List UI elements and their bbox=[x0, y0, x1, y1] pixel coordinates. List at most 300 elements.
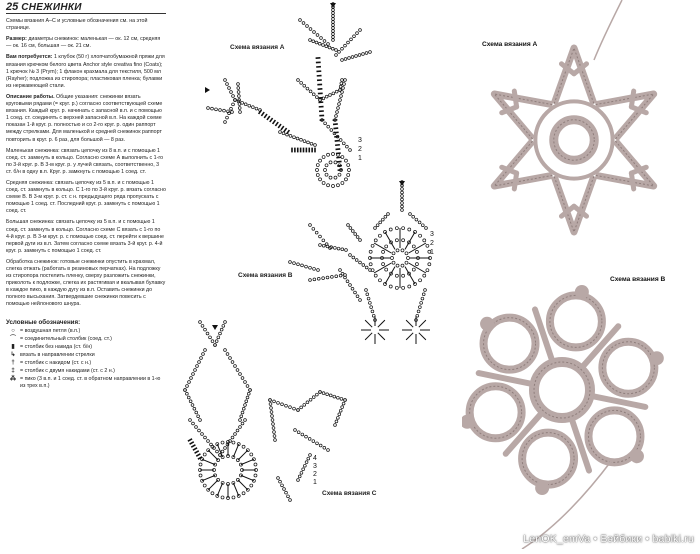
chain-stitch bbox=[285, 404, 288, 407]
chain-stitch bbox=[402, 239, 405, 242]
double-crochet bbox=[378, 320, 385, 327]
chain-stitch bbox=[381, 218, 384, 221]
chain-stitch bbox=[356, 236, 359, 239]
chain-stitch bbox=[201, 324, 204, 327]
chain-stitch bbox=[204, 328, 207, 331]
chain-stitch bbox=[193, 407, 196, 410]
chain-stitch bbox=[341, 156, 344, 159]
row-number: 2 bbox=[313, 471, 317, 478]
chain-stitch bbox=[336, 416, 339, 419]
chain-stitch bbox=[312, 93, 315, 96]
chain-stitch bbox=[402, 274, 405, 277]
chain-stitch bbox=[189, 419, 192, 422]
chain-stitch bbox=[239, 426, 242, 429]
chain-stitch bbox=[325, 173, 328, 176]
chain-stitch bbox=[351, 230, 354, 233]
chain-stitch bbox=[197, 415, 200, 418]
chain-stitch bbox=[223, 109, 226, 112]
size-label: Размер: bbox=[6, 36, 27, 42]
chain-stitch bbox=[239, 419, 242, 422]
chain-stitch bbox=[271, 419, 274, 422]
size-paragraph bbox=[6, 36, 166, 50]
chain-stitch bbox=[269, 399, 272, 402]
chain-stitch bbox=[244, 404, 247, 407]
chain-stitch bbox=[315, 41, 318, 44]
chain-stitch bbox=[220, 328, 223, 331]
legend-symbol: ‡ bbox=[6, 368, 20, 375]
row-number: 4 bbox=[313, 455, 317, 462]
chain-stitch bbox=[369, 51, 372, 54]
chain-stitch bbox=[412, 268, 415, 271]
chain-stitch bbox=[327, 184, 330, 187]
chain-stitch bbox=[340, 397, 343, 400]
chain-stitch bbox=[231, 436, 234, 439]
single-crochet bbox=[267, 116, 270, 120]
large-snowflake-paragraph: Большая снежинка: связать цепочку из 5 в.п. и с помощью 1 соед. ст. замкнуть в кольцо. Согласно схеме С вязать с 1-го по 4-й круг. р. В 3-м круг. р. с помощью соед. ст. перейти к вершине первой дуги из в.п. Затем согласно схеме вязать 3-й круг. р. 4-й круг. р. замкнуть с помощью 1 соед. ст. bbox=[6, 219, 166, 254]
materials-paragraph bbox=[6, 54, 166, 89]
snowflake-picot bbox=[650, 351, 664, 365]
legend-row bbox=[6, 344, 166, 351]
chain-stitch bbox=[219, 332, 222, 335]
legend-symbol: ↳ bbox=[6, 352, 20, 359]
chain-stitch bbox=[316, 173, 319, 176]
chain-stitch bbox=[283, 488, 286, 491]
chain-stitch bbox=[229, 357, 232, 360]
row-number: 1 bbox=[313, 479, 317, 486]
chain-stitch bbox=[234, 99, 237, 102]
chain-stitch bbox=[316, 169, 319, 172]
chain-stitch bbox=[187, 396, 190, 399]
chain-stitch bbox=[402, 227, 405, 230]
single-crochet bbox=[275, 122, 278, 126]
chain-stitch bbox=[407, 257, 410, 260]
chain-stitch bbox=[415, 218, 418, 221]
chain-stitch bbox=[230, 91, 233, 94]
chain-stitch bbox=[211, 492, 214, 495]
single-crochet bbox=[284, 128, 287, 132]
chain-stitch bbox=[338, 413, 341, 416]
legend-row bbox=[6, 368, 166, 375]
chain-stitch bbox=[226, 116, 229, 119]
chain-stitch bbox=[401, 195, 404, 198]
chain-stitch bbox=[237, 87, 240, 90]
single-crochet bbox=[264, 114, 267, 118]
chain-stitch bbox=[239, 111, 242, 114]
work-paragraph bbox=[6, 94, 166, 144]
chain-stitch bbox=[273, 400, 276, 403]
double-crochet bbox=[406, 333, 413, 340]
chain-stitch bbox=[279, 480, 282, 483]
chain-stitch bbox=[216, 450, 219, 453]
chain-stitch bbox=[313, 267, 316, 270]
chain-stitch bbox=[226, 353, 229, 356]
chain-stitch bbox=[303, 140, 306, 143]
chain-stitch bbox=[401, 205, 404, 208]
chain-stitch bbox=[221, 496, 224, 499]
chain-stitch bbox=[374, 227, 377, 230]
chain-stitch bbox=[224, 349, 227, 352]
chain-stitch bbox=[237, 83, 240, 86]
chain-stitch bbox=[349, 227, 352, 230]
chain-stitch bbox=[335, 115, 338, 118]
single-crochet bbox=[191, 445, 195, 447]
chain-stitch bbox=[332, 21, 335, 24]
scheme-b-label: Схема вязания В bbox=[238, 272, 293, 279]
chain-stitch bbox=[309, 266, 312, 269]
legend-symbol: ○ bbox=[6, 328, 20, 335]
chain-stitch bbox=[337, 247, 340, 250]
chain-stitch bbox=[387, 213, 390, 216]
chain-stitch bbox=[332, 24, 335, 27]
chain-stitch bbox=[409, 213, 412, 216]
chain-stitch bbox=[348, 169, 351, 172]
chain-stitch bbox=[376, 224, 379, 227]
chain-stitch bbox=[281, 403, 284, 406]
chain-stitch bbox=[422, 293, 425, 296]
chain-stitch bbox=[366, 293, 369, 296]
chain-stitch bbox=[347, 164, 350, 167]
chain-stitch bbox=[207, 107, 210, 110]
chain-stitch bbox=[346, 280, 349, 283]
chain-stitch bbox=[401, 188, 404, 191]
chain-stitch bbox=[322, 239, 325, 242]
chain-stitch bbox=[315, 393, 318, 396]
chain-stitch bbox=[405, 261, 408, 264]
chain-stitch bbox=[332, 15, 335, 18]
chain-stitch bbox=[332, 92, 335, 95]
chain-stitch bbox=[401, 249, 404, 252]
chain-stitch bbox=[395, 274, 398, 277]
single-crochet bbox=[278, 124, 281, 128]
chain-stitch bbox=[391, 257, 394, 260]
snowflake-branch bbox=[514, 173, 516, 189]
page-title: СНЕЖИНКИ bbox=[21, 4, 82, 11]
double-crochet bbox=[405, 232, 415, 249]
chain-stitch bbox=[272, 427, 275, 430]
chain-stitch bbox=[322, 44, 325, 47]
chain-stitch bbox=[332, 30, 335, 33]
chain-stitch bbox=[349, 284, 352, 287]
chain-stitch bbox=[385, 268, 388, 271]
chain-stitch bbox=[425, 227, 428, 230]
chain-stitch bbox=[370, 306, 373, 309]
chain-stitch bbox=[374, 239, 377, 242]
medium-snowflake-paragraph: Средняя снежинка: связать цепочку из 5 в.п. и с помощью 1 соед. ст. замкнуть в кольцо. С 1-го по 3-й круг. р. вязать согласно схеме В. В 3-м круг. р. ст. с н. предыдущего ряда пропускать с помощью 1 соед. ст. Последний круг. р. замкнуть с помощью 1 соед. ст. bbox=[6, 180, 166, 215]
snowflake-center-texture bbox=[534, 362, 590, 418]
chain-stitch bbox=[319, 235, 322, 238]
chain-stitch bbox=[339, 274, 342, 277]
snowflake-spoke bbox=[479, 373, 533, 384]
chain-stitch bbox=[224, 447, 227, 450]
chain-stitch bbox=[367, 297, 370, 300]
chain-stitch bbox=[335, 90, 338, 93]
chain-stitch bbox=[231, 361, 234, 364]
chain-stitch bbox=[198, 429, 201, 432]
chain-stitch bbox=[238, 107, 241, 110]
chain-stitch bbox=[378, 279, 381, 282]
chain-stitch bbox=[244, 419, 247, 422]
snowflake-branch bbox=[631, 91, 633, 107]
legend-row bbox=[6, 328, 166, 335]
legend-text: = воздушная петля (в.п.) bbox=[20, 328, 166, 335]
chain-stitch bbox=[349, 254, 352, 257]
row-number: 3 bbox=[313, 463, 317, 470]
single-crochet bbox=[193, 448, 197, 450]
chain-stitch bbox=[192, 422, 195, 425]
chain-stitch bbox=[244, 381, 247, 384]
chain-stitch bbox=[341, 91, 344, 94]
work-label: Описание работы. bbox=[6, 94, 55, 100]
chain-stitch bbox=[312, 396, 315, 399]
chain-stitch bbox=[322, 277, 325, 280]
chain-stitch bbox=[297, 479, 300, 482]
legend-row bbox=[6, 376, 166, 390]
chain-stitch bbox=[344, 79, 347, 82]
chain-stitch bbox=[305, 435, 308, 438]
chain-stitch bbox=[326, 393, 329, 396]
chain-stitch bbox=[301, 264, 304, 267]
size-text: диаметры снежинок: маленькая — ок. 12 см, средняя — ок. 16 см, большая — ок. 21 см. bbox=[6, 36, 160, 49]
chain-stitch bbox=[327, 153, 330, 156]
chain-stitch bbox=[334, 424, 337, 427]
chain-stitch bbox=[389, 285, 392, 288]
legend-list bbox=[6, 328, 166, 391]
chain-stitch bbox=[201, 433, 204, 436]
chain-stitch bbox=[316, 442, 319, 445]
chain-stitch bbox=[351, 56, 354, 59]
chain-stitch bbox=[195, 411, 198, 414]
chain-stitch bbox=[319, 159, 322, 162]
chain-stitch bbox=[189, 400, 192, 403]
chain-stitch bbox=[341, 79, 344, 82]
chain-stitch bbox=[305, 265, 308, 268]
photo-a-label: Схема вязания А bbox=[480, 40, 539, 49]
chain-stitch bbox=[203, 484, 206, 487]
snowflake-inner-ring bbox=[535, 101, 612, 178]
chain-stitch bbox=[313, 31, 316, 34]
single-crochet bbox=[273, 120, 276, 124]
chain-stitch bbox=[185, 392, 188, 395]
chain-stitch bbox=[318, 42, 321, 45]
watermark: LenOK_emVa • Бэйбики • babiki.ru bbox=[523, 533, 694, 545]
chain-stitch bbox=[415, 263, 418, 266]
chain-stitch bbox=[297, 263, 300, 266]
single-crochet bbox=[281, 126, 284, 130]
double-crochet bbox=[419, 320, 426, 327]
chain-stitch bbox=[241, 377, 244, 380]
double-crochet bbox=[238, 450, 248, 460]
snowflake-photos bbox=[462, 0, 700, 549]
chain-stitch bbox=[382, 263, 385, 266]
legend-row bbox=[6, 360, 166, 367]
chain-stitch bbox=[355, 259, 358, 262]
chain-stitch bbox=[300, 471, 303, 474]
chain-stitch bbox=[385, 245, 388, 248]
chain-stitch bbox=[250, 453, 253, 456]
chain-stitch bbox=[198, 361, 201, 364]
chain-stitch bbox=[401, 209, 404, 212]
legend-symbol: ⁂ bbox=[6, 376, 20, 383]
materials-text: 1 клубок (50 г) хлопчатобумажной пряжи для вязания крючком белого цвета Anchor style creativa fino (Coats); 1 крючок № 3 (Prym); 1 флакон крахмала для текстиля, 500 мл (Rayher); подложка из стиропора; пластиковая пленка; булавки из нержавеющей стали. bbox=[6, 54, 165, 88]
chain-stitch bbox=[392, 252, 395, 255]
chain-stitch bbox=[309, 224, 312, 227]
chain-stitch bbox=[196, 365, 199, 368]
chain-stitch bbox=[308, 437, 311, 440]
chain-stitch bbox=[293, 407, 296, 410]
chain-stitch bbox=[344, 399, 347, 402]
chain-stitch bbox=[334, 176, 337, 179]
chain-stitch bbox=[345, 145, 348, 148]
chain-stitch bbox=[316, 164, 319, 167]
chain-stitch bbox=[312, 440, 315, 443]
chain-stitch bbox=[354, 291, 357, 294]
chain-stitch bbox=[368, 301, 371, 304]
crochet-diagrams bbox=[170, 0, 460, 549]
double-crochet bbox=[233, 444, 238, 457]
chain-stitch bbox=[359, 29, 362, 32]
chain-stitch bbox=[349, 149, 352, 152]
chain-stitch bbox=[347, 41, 350, 44]
chain-stitch bbox=[310, 142, 313, 145]
row-number: 3 bbox=[358, 137, 362, 144]
chain-stitch bbox=[334, 161, 337, 164]
chain-stitch bbox=[324, 122, 327, 125]
chain-stitch bbox=[338, 173, 341, 176]
single-crochet bbox=[190, 442, 194, 444]
chain-stitch bbox=[352, 256, 355, 259]
chain-stitch bbox=[415, 250, 418, 253]
chain-stitch bbox=[374, 274, 377, 277]
photo-b-label: Схема вязания В bbox=[608, 275, 667, 284]
chain-stitch bbox=[186, 385, 189, 388]
chain-stitch bbox=[307, 457, 310, 460]
chain-stitch bbox=[330, 129, 333, 132]
chain-stitch bbox=[423, 274, 426, 277]
legend-symbol: † bbox=[6, 360, 20, 367]
chain-stitch bbox=[254, 474, 257, 477]
chain-stitch bbox=[306, 87, 309, 90]
chain-stitch bbox=[309, 398, 312, 401]
chain-stitch bbox=[359, 261, 362, 264]
chain-stitch bbox=[329, 176, 332, 179]
double-crochet bbox=[217, 483, 222, 496]
chain-stitch bbox=[401, 198, 404, 201]
double-crochet bbox=[365, 333, 372, 340]
chain-stitch bbox=[206, 332, 209, 335]
double-crochet bbox=[409, 263, 426, 273]
chain-stitch bbox=[348, 57, 351, 60]
chain-stitch bbox=[341, 47, 344, 50]
work-text: Общие указания: снежинки вязать круговыми рядами (= круг. р.) согласно соответствующей схеме вязания. Каждый круг. р. начинать с запасной в.п. и с помощью 1 соед. ст. соединять с верхней запасной в.п. На каждой схеме показан 1-й круг. р. полностью и со 2-го круг. р. один раппорт между стрелками. Для маленькой и средней снежинок раппорт повторить в круг. р. 6 раз, для большой — 8 раз. bbox=[6, 94, 162, 143]
chain-stitch bbox=[247, 392, 250, 395]
chain-stitch bbox=[395, 227, 398, 230]
chain-stitch bbox=[396, 264, 399, 267]
chain-stitch bbox=[317, 277, 320, 280]
chain-stitch bbox=[325, 95, 328, 98]
chain-stitch bbox=[273, 435, 276, 438]
chain-stitch bbox=[408, 228, 411, 231]
chain-stitch bbox=[203, 453, 206, 456]
double-crochet bbox=[385, 267, 395, 284]
chain-stitch bbox=[332, 9, 335, 12]
direction-arrow bbox=[205, 87, 210, 93]
title-row bbox=[6, 4, 166, 14]
chain-stitch bbox=[300, 406, 303, 409]
chain-stitch bbox=[392, 261, 395, 264]
chain-stitch bbox=[248, 104, 251, 107]
chain-stitch bbox=[378, 234, 381, 237]
double-crochet bbox=[202, 475, 215, 480]
chain-stitch bbox=[332, 39, 335, 42]
row-number: 1 bbox=[358, 155, 362, 162]
chain-stitch bbox=[274, 439, 277, 442]
chain-stitch bbox=[323, 446, 326, 449]
chain-stitch bbox=[302, 22, 305, 25]
chain-stitch bbox=[237, 95, 240, 98]
page-number: 25 bbox=[6, 4, 18, 11]
chain-stitch bbox=[249, 389, 252, 392]
chain-stitch bbox=[242, 407, 245, 410]
chain-stitch bbox=[232, 496, 235, 499]
chain-stitch bbox=[199, 321, 202, 324]
chain-stitch bbox=[307, 141, 310, 144]
chain-stitch bbox=[221, 450, 224, 453]
chain-stitch bbox=[325, 164, 328, 167]
single-crochet bbox=[196, 454, 200, 456]
chain-stitch bbox=[251, 106, 254, 109]
chain-stitch bbox=[270, 407, 273, 410]
chain-stitch bbox=[232, 103, 235, 106]
chain-stitch bbox=[418, 306, 421, 309]
chain-stitch bbox=[300, 138, 303, 141]
chain-stitch bbox=[344, 58, 347, 61]
chain-stitch bbox=[341, 406, 344, 409]
chain-stitch bbox=[339, 409, 342, 412]
chain-stitch bbox=[405, 252, 408, 255]
chain-stitch bbox=[312, 40, 315, 43]
small-snowflake-paragraph: Маленькая снежинка: связать цепочку из 8 в.п. и с помощью 1 соед. ст. замкнуть в кольцо. Согласно схеме А выполнить с 1-го по 3-й круг. р. В 3-м круг. р. у лучей связать, соответственно, 3 ст. б/н в одну в.п. Круг. р. замкнуть с помощью 1 соед. ст. bbox=[6, 148, 166, 176]
chain-stitch bbox=[426, 244, 429, 247]
chain-stitch bbox=[353, 35, 356, 38]
chain-stitch bbox=[418, 221, 421, 224]
chain-stitch bbox=[241, 411, 244, 414]
chain-stitch bbox=[395, 286, 398, 289]
legend-text: вязать в направлении стрелки bbox=[20, 352, 166, 359]
legend-text: = столбик с накидом (ст. с н.) bbox=[20, 360, 166, 367]
double-crochet bbox=[374, 243, 391, 253]
chain-stitch bbox=[329, 161, 332, 164]
chain-stitch bbox=[341, 59, 344, 62]
chain-stitch bbox=[214, 344, 217, 347]
chain-stitch bbox=[306, 401, 309, 404]
chain-stitch bbox=[389, 228, 392, 231]
chain-stitch bbox=[333, 246, 336, 249]
chain-stitch bbox=[347, 173, 350, 176]
chain-stitch bbox=[246, 385, 249, 388]
double-crochet bbox=[365, 320, 372, 327]
chain-stitch bbox=[338, 103, 341, 106]
chain-stitch bbox=[335, 54, 338, 57]
chain-stitch bbox=[271, 415, 274, 418]
chain-stitch bbox=[237, 91, 240, 94]
chain-stitch bbox=[382, 250, 385, 253]
chain-stitch bbox=[340, 95, 343, 98]
chain-stitch bbox=[371, 310, 374, 313]
chain-stitch bbox=[194, 369, 197, 372]
chain-stitch bbox=[289, 406, 292, 409]
snowflake-picot bbox=[480, 317, 494, 331]
double-crochet bbox=[208, 480, 218, 490]
